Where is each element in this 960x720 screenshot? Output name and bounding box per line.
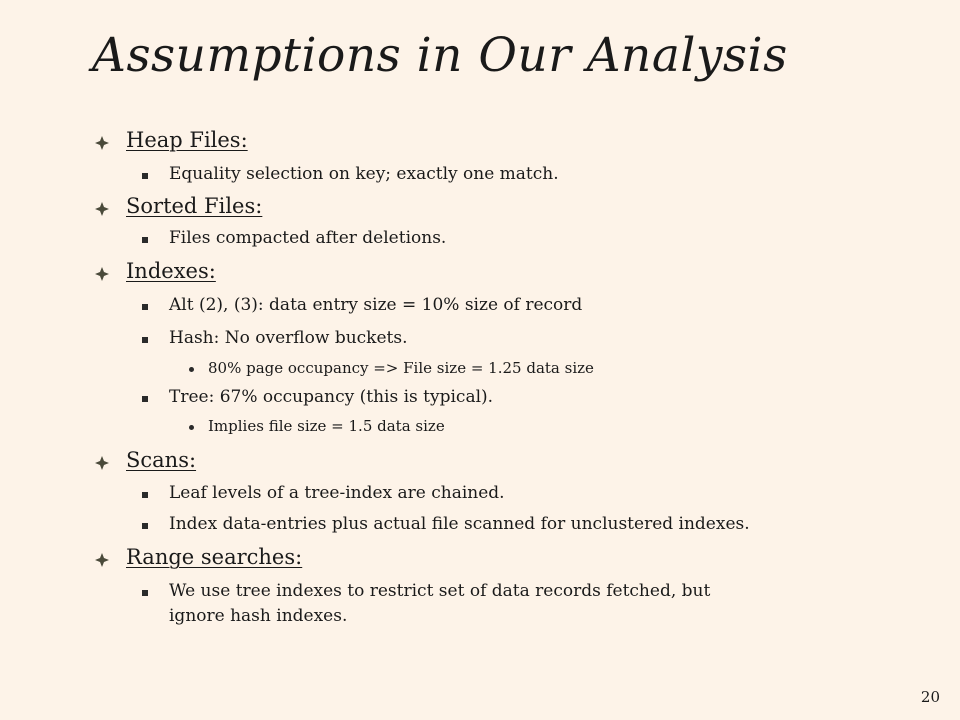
- diamond-bullet-icon: [95, 136, 109, 150]
- bullet-text: Equality selection on key; exactly one match.: [169, 164, 559, 184]
- bullet-text: Range searches:: [126, 545, 303, 569]
- bullet-text: Scans:: [126, 448, 197, 472]
- bullet-text: Implies file size = 1.5 data size: [208, 417, 445, 435]
- square-bullet-icon: [142, 590, 148, 596]
- bullet-text: Index data-entries plus actual file scanned for unclustered indexes.: [169, 514, 750, 534]
- square-bullet-icon: [142, 304, 148, 310]
- bullet-text: We use tree indexes to restrict set of data records fetched, but: [169, 581, 711, 601]
- square-bullet-icon: [142, 337, 148, 343]
- slide-title: Assumptions in Our Analysis: [92, 28, 788, 83]
- page-number: 20: [920, 688, 940, 706]
- square-bullet-icon: [142, 492, 148, 498]
- square-bullet-icon: [142, 523, 148, 529]
- dot-bullet-icon: [189, 425, 194, 430]
- dot-bullet-icon: [189, 367, 194, 372]
- diamond-bullet-icon: [95, 553, 109, 567]
- square-bullet-icon: [142, 237, 148, 243]
- bullet-text: Alt (2), (3): data entry size = 10% size of record: [169, 295, 583, 315]
- bullet-text: 80% page occupancy => File size = 1.25 data size: [208, 359, 594, 377]
- bullet-text: Indexes:: [126, 259, 216, 283]
- bullet-text: Heap Files:: [126, 128, 248, 152]
- diamond-bullet-icon: [95, 267, 109, 281]
- square-bullet-icon: [142, 173, 148, 179]
- bullet-text: Tree: 67% occupancy (this is typical).: [169, 387, 494, 407]
- diamond-bullet-icon: [95, 202, 109, 216]
- bullet-text: Files compacted after deletions.: [169, 228, 447, 248]
- bullet-text: Sorted Files:: [126, 194, 263, 218]
- diamond-bullet-icon: [95, 456, 109, 470]
- bullet-text: Leaf levels of a tree-index are chained.: [169, 483, 505, 503]
- bullet-text: Hash: No overflow buckets.: [169, 328, 408, 348]
- bullet-text: ignore hash indexes.: [169, 606, 348, 626]
- square-bullet-icon: [142, 396, 148, 402]
